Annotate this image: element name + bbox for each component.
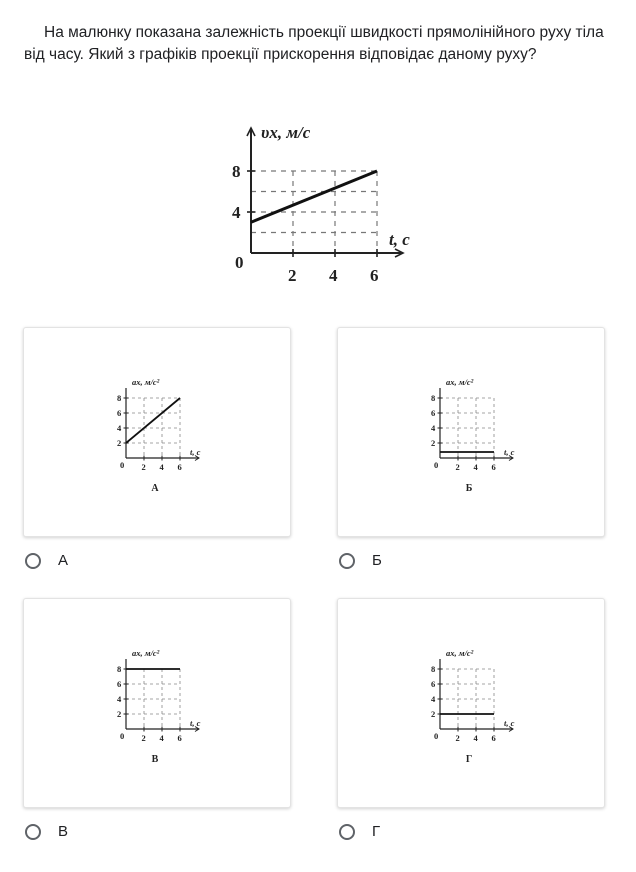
x-tick-label: 2 [141, 462, 146, 472]
x-tick-label: 6 [491, 733, 496, 743]
origin-label: 0 [434, 460, 439, 470]
y-tick-label: 4 [117, 423, 122, 433]
x-tick-label: 4 [473, 462, 478, 472]
radio-button-a[interactable] [25, 553, 41, 569]
option-card-g [337, 598, 605, 808]
x-tick-label: 4 [329, 266, 338, 285]
figure-caption: Г [465, 754, 473, 765]
y-tick-label: 2 [117, 438, 122, 448]
y-tick-label: 6 [431, 679, 436, 689]
x-axis-label: t, с [504, 718, 515, 728]
option-a[interactable] [25, 552, 68, 569]
x-tick-label: 2 [288, 266, 297, 285]
x-axis-label: t, с [190, 718, 201, 728]
y-axis-label: ax, м/с² [446, 377, 474, 387]
origin-label: 0 [235, 253, 244, 272]
origin-label: 0 [434, 731, 439, 741]
x-tick-label: 2 [455, 462, 460, 472]
x-tick-label: 4 [159, 733, 164, 743]
y-tick-label: 8 [431, 393, 436, 403]
x-tick-label: 6 [370, 266, 379, 285]
acceleration-graph-g [418, 644, 548, 769]
x-axis-label: t, с [389, 230, 410, 249]
y-tick-label: 6 [431, 408, 436, 418]
acceleration-graph-b [418, 373, 548, 498]
y-tick-label: 4 [232, 203, 241, 222]
y-tick-label: 2 [431, 709, 436, 719]
option-label-v: В [58, 823, 69, 840]
acceleration-graph-v [104, 644, 234, 769]
radio-button-b[interactable] [339, 553, 355, 569]
velocity-graph [225, 118, 425, 288]
y-axis-label: ax, м/с² [446, 648, 474, 658]
figure-caption: В [151, 754, 159, 765]
option-v[interactable] [25, 823, 68, 840]
option-card-b [337, 327, 605, 537]
x-tick-label: 6 [177, 733, 182, 743]
y-tick-label: 2 [117, 709, 122, 719]
option-card-v [23, 598, 291, 808]
option-card-a [23, 327, 291, 537]
acceleration-line [126, 398, 180, 443]
x-axis-label: t, с [190, 447, 201, 457]
x-tick-label: 4 [473, 733, 478, 743]
x-tick-label: 2 [141, 733, 146, 743]
origin-label: 0 [120, 460, 125, 470]
option-label-b: Б [372, 552, 382, 569]
option-g[interactable] [339, 823, 380, 840]
x-tick-label: 6 [491, 462, 496, 472]
y-axis-label: ax, м/с² [132, 377, 160, 387]
x-tick-label: 4 [159, 462, 164, 472]
figure-caption: Б [465, 483, 473, 494]
x-axis-label: t, с [504, 447, 515, 457]
question-text: На малюнку показана залежність проекції швидкості прямолінійного руху тіла від часу. Який з графіків проекції прискорення відповідає даному руху? [24, 24, 604, 63]
option-label-g: Г [372, 823, 381, 840]
option-label-a: А [58, 552, 69, 569]
y-tick-label: 8 [117, 393, 122, 403]
velocity-line [251, 171, 377, 222]
y-tick-label: 8 [232, 162, 241, 181]
option-b[interactable] [339, 552, 382, 569]
y-tick-label: 6 [117, 408, 122, 418]
y-tick-label: 4 [117, 694, 122, 704]
radio-button-g[interactable] [339, 824, 355, 840]
y-tick-label: 8 [431, 664, 436, 674]
y-tick-label: 4 [431, 423, 436, 433]
y-tick-label: 2 [431, 438, 436, 448]
figure-caption: А [151, 483, 159, 494]
y-tick-label: 6 [117, 679, 122, 689]
origin-label: 0 [120, 731, 125, 741]
y-axis-label: υx, м/с [261, 123, 311, 142]
y-axis-label: ax, м/с² [132, 648, 160, 658]
acceleration-graph-a [104, 373, 234, 498]
radio-button-v[interactable] [25, 824, 41, 840]
x-tick-label: 6 [177, 462, 182, 472]
y-tick-label: 4 [431, 694, 436, 704]
x-tick-label: 2 [455, 733, 460, 743]
y-tick-label: 8 [117, 664, 122, 674]
